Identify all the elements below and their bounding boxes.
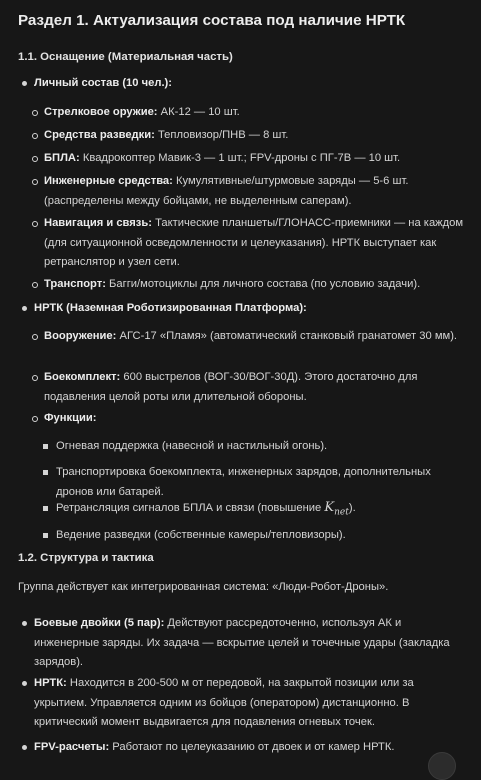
bullet-circle	[32, 221, 38, 227]
list-item: НРТК: Находится в 200-500 м от передовой, на закрытой позиции или за укрытием. Управляется одним из бойцов (оператором) дистанционно. В критический момент выдвигается для подавления огневых точек.	[34, 677, 414, 728]
function-item: Транспортировка боекомплекта, инженерных зарядов, дополнительных дронов или батарей.	[56, 466, 431, 498]
math-k-net: $K_{net}$	[324, 500, 349, 518]
bullet-circle	[32, 179, 38, 185]
bullet-circle	[32, 334, 38, 340]
bullet-disc	[22, 81, 27, 86]
subsection-heading-1-2: 1.2. Структура и тактика	[18, 552, 154, 564]
section-title: Раздел 1. Актуализация состава под наличие НРТК	[18, 12, 406, 29]
bullet-circle	[32, 156, 38, 162]
list-item: Боекомплект: 600 выстрелов (ВОГ-30/ВОГ-30Д). Этого достаточно для подавления целой роты или длительной обороны.	[44, 371, 418, 403]
list-item: Стрелковое оружие: АК-12 — 10 шт.	[44, 106, 240, 118]
list-item: Транспорт: Багги/мотоциклы для личного состава (по условию задачи).	[44, 278, 421, 290]
bullet-disc	[22, 621, 27, 626]
list-item: Вооружение: АГС-17 «Пламя» (автоматический станковый гранатомет 30 мм).	[44, 330, 458, 342]
list-item: Боевые двойки (5 пар): Действуют рассредоточенно, используя АК и инженерные заряды. Их задача — вскрытие целей и точечные удары (закладка зарядов).	[34, 617, 450, 668]
bullet-disc	[22, 745, 27, 750]
bullet-circle	[32, 133, 38, 139]
scroll-down-button[interactable]	[428, 752, 456, 780]
list-item: Функции:	[44, 412, 97, 424]
bullet-circle	[32, 375, 38, 381]
function-item: Ведение разведки (собственные камеры/тепловизоры).	[56, 529, 346, 541]
bullet-square	[43, 470, 48, 475]
intro-paragraph: Группа действует как интегрированная система: «Люди-Робот-Дроны».	[18, 581, 389, 593]
bullet-square	[43, 444, 48, 449]
bullet-circle	[32, 416, 38, 422]
bullet-square	[43, 533, 48, 538]
list-item: Навигация и связь: Тактические планшеты/ГЛОНАСС-приемники — на каждом (для ситуационной осведомленности и целеуказания). НРТК выступает как ретранслятор и узел сети.	[44, 217, 464, 268]
bullet-circle	[32, 110, 38, 116]
personnel-label: Личный состав (10 чел.):	[34, 77, 172, 89]
nrtk-label: НРТК (Наземная Роботизированная Платформа):	[34, 302, 307, 314]
list-item: БПЛА: Квадрокоптер Мавик-3 — 1 шт.; FPV-дроны с ПГ-7В — 10 шт.	[44, 152, 401, 164]
bullet-disc	[22, 306, 27, 311]
function-item: Огневая поддержка (навесной и настильный огонь).	[56, 440, 328, 452]
subsection-heading-1-1: 1.1. Оснащение (Материальная часть)	[18, 51, 233, 63]
function-item: Ретрансляция сигналов БПЛА и связи (повышение $K_{net}$).	[56, 500, 356, 518]
bullet-square	[43, 506, 48, 511]
bullet-disc	[22, 681, 27, 686]
list-item: Инженерные средства: Кумулятивные/штурмовые заряды — 5-6 шт. (распределены между бойцами, не выделенным саперам).	[44, 175, 409, 207]
list-item: FPV-расчеты: Работают по целеуказанию от двоек и от камер НРТК.	[34, 741, 395, 753]
bullet-circle	[32, 282, 38, 288]
list-item: Средства разведки: Тепловизор/ПНВ — 8 шт.	[44, 129, 289, 141]
